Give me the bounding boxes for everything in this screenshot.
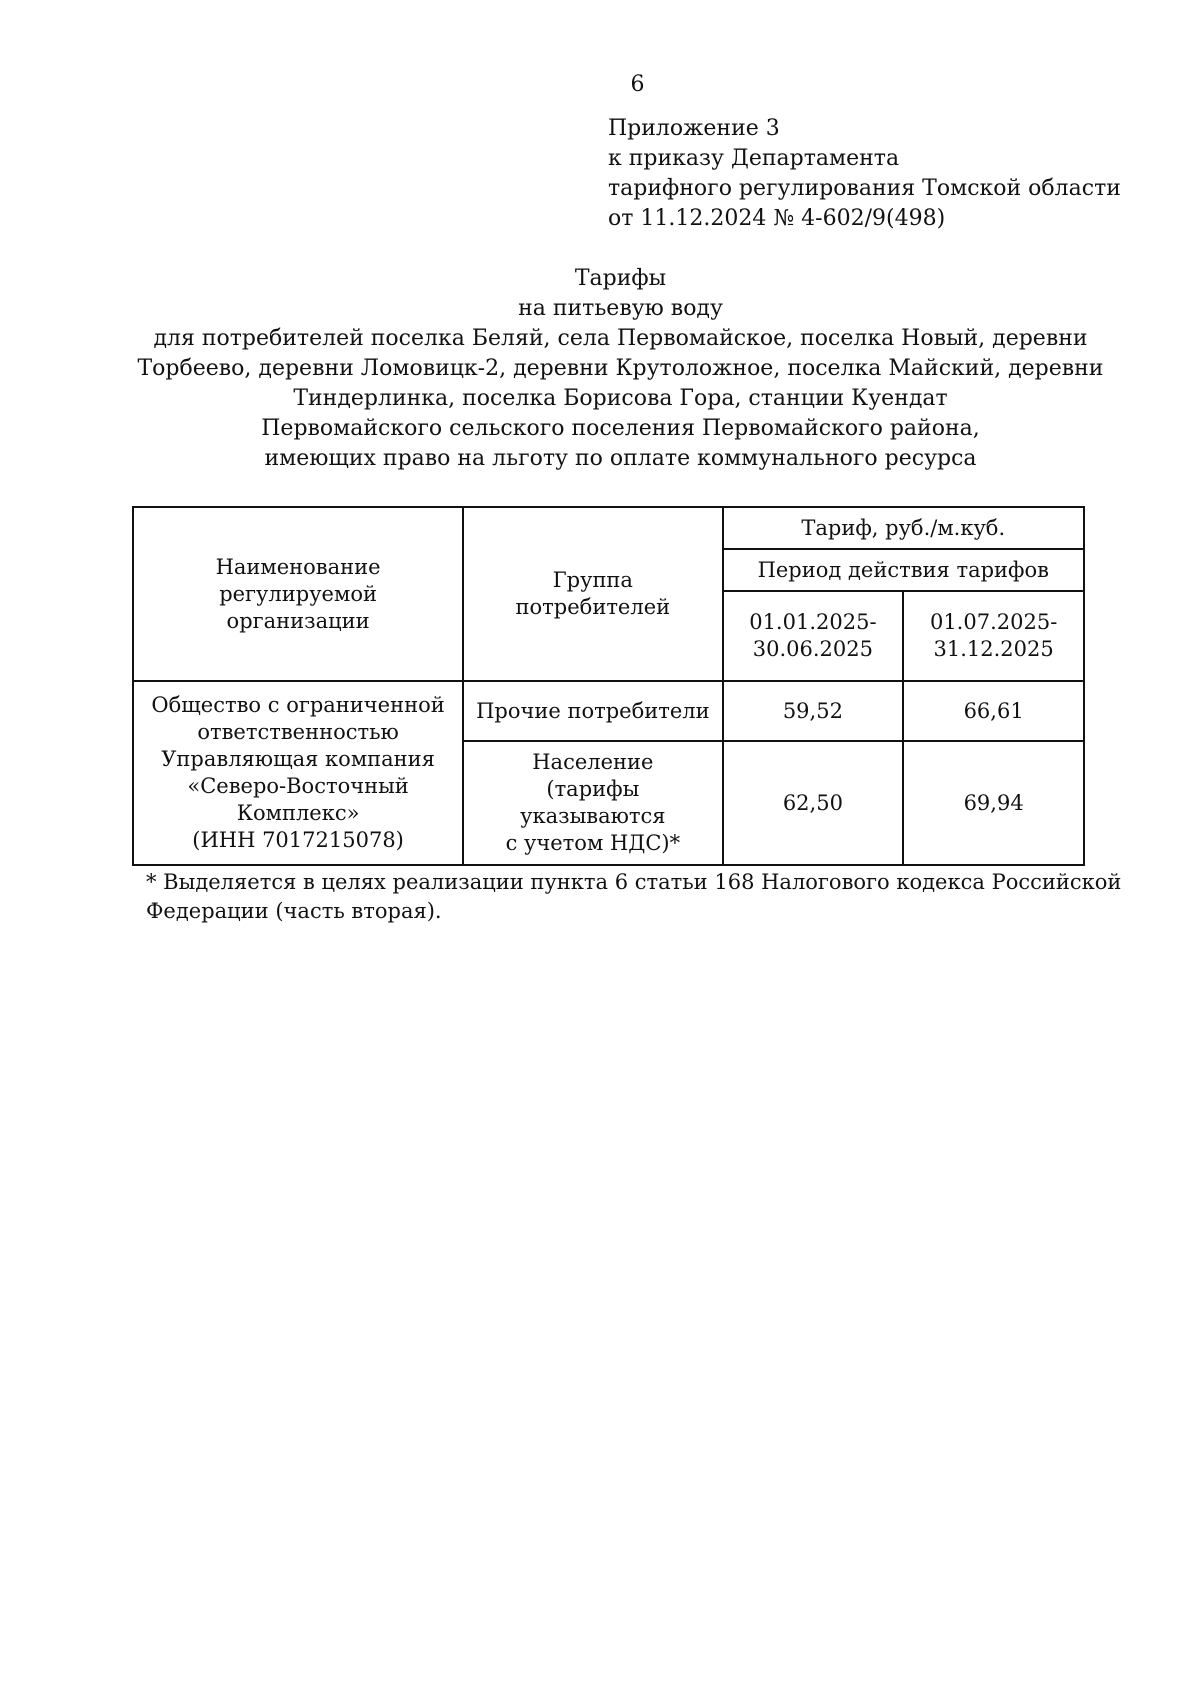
title-line: Тарифы [574,266,667,291]
table-header-row [133,507,1084,549]
tariff-value-period-2: 69,94 [903,741,1084,865]
appendix-line: тарифного регулирования Томской области [608,176,1121,201]
appendix-line: от 11.12.2024 № 4-602/9(498) [608,206,946,231]
header-period-1: 01.01.2025- 30.06.2025 [723,591,904,681]
header-tariff: Тариф, руб./м.куб. [723,507,1084,549]
title-line: Торбеево, деревни Ломовицк-2, деревни Крутоложное, поселка Майский, деревни [137,356,1104,381]
title-line: на питьевую воду [518,296,723,321]
tariff-value-period-2: 66,61 [903,681,1084,741]
document-title [132,264,1109,474]
consumer-group-cell: Население (тарифы указываются с учетом НДС)* [463,741,722,865]
footnote [146,868,1126,926]
appendix-line: Приложение 3 [608,116,780,141]
table-row [133,681,1084,741]
appendix-line: к приказу Департамента [608,146,900,171]
tariff-value-period-1: 62,50 [723,741,904,865]
footnote-line: * Выделяется в целях реализации пункта 6 статьи 168 Налогового кодекса Российской [146,870,1122,894]
consumer-group-cell: Прочие потребители [463,681,722,741]
tariff-table [132,506,1085,866]
organization-name-cell: Общество с ограниченной ответственностью Управляющая компания «Северо-Восточный Комплекс» (ИНН 7017215078) [133,681,463,865]
page-number: 6 [630,72,645,97]
footnote-line: Федерации (часть вторая). [146,899,442,923]
title-line: Тиндерлинка, поселка Борисова Гора, станции Куендат [293,386,948,411]
appendix-block [608,114,1121,234]
title-line: Первомайского сельского поселения Первомайского района, [261,416,980,441]
tariff-value-period-1: 59,52 [723,681,904,741]
header-period-2: 01.07.2025- 31.12.2025 [903,591,1084,681]
header-organization: Наименование регулируемой организации [133,507,463,681]
title-line: для потребителей поселка Беляй, села Первомайское, поселка Новый, деревни [153,326,1088,351]
title-line: имеющих право на льготу по оплате коммунального ресурса [264,446,977,471]
header-consumer-group: Группа потребителей [463,507,722,681]
header-period: Период действия тарифов [723,549,1084,591]
